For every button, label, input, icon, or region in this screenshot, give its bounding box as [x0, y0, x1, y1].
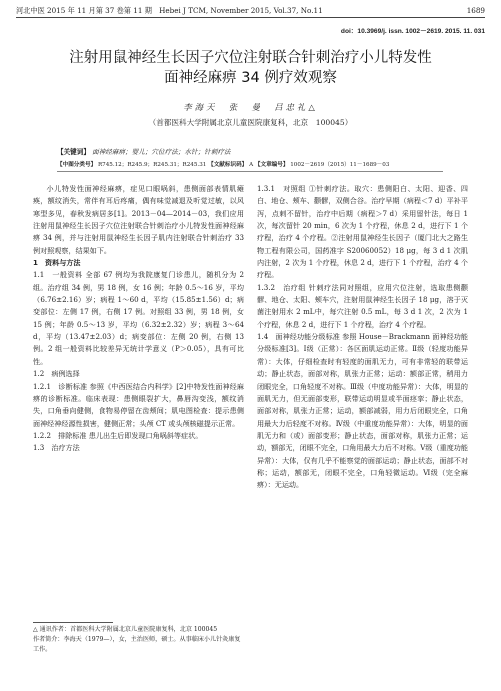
article-title-line-1: 注射用鼠神经生长因子穴位注射联合针刺治疗小儿特发性 — [69, 50, 432, 66]
section-1-3-2 — [257, 282, 468, 331]
keywords — [57, 146, 231, 156]
section-1-3-2-title: 1.3.2 治疗组 — [257, 282, 306, 292]
section-1-2-2 — [33, 430, 244, 442]
header-rule — [16, 17, 485, 18]
running-header-journal: 河北中医 2015 年 11 月第 37 卷第 11 期 Hebei J TCM, November 2015, Vol.37, No.11 — [16, 6, 323, 15]
classification-line — [57, 160, 389, 168]
abstract-rule — [57, 171, 443, 172]
intro-paragraph: 小儿特发性面神经麻痹，症见口眼㖞斜，患侧面部表情肌瘫痪，额纹消失，常伴有耳后疼痛，偶有味觉减退及听觉过敏，以风寒型多见，春秋发病居多[1]。2013－04—2014－03，我们应用注射用鼠神经生长因子穴位注射联合针刺治疗小儿特发性面神经麻痹 34 例，并与注射用鼠神经生长因子肌内注射联合针刺治疗 33 例对照观察，结果如下。 — [33, 184, 244, 255]
section-1-3-2-text: 针刺疗法同对照组，应用穴位注射，选取患侧颧髎、地仓、太阳、颊车穴，注射用鼠神经生长因子 18 μg，溶于灭菌注射用水 2 mL中，每穴注射 0.5 mL，每 3 d 1 次，2 次为 1 个疗程，休息 2 d，进行下 1 个疗程，治疗 4 个疗程。 — [257, 282, 469, 329]
section-1-2-heading: 1.2 病例选择 — [33, 369, 80, 379]
footnote-author-bio: 作者简介：李海天（1979—），女，主治医师，硕士。从事临床小儿针灸康复工作。 — [33, 636, 241, 653]
section-1-4 — [257, 331, 468, 491]
section-1-3-heading: 1.3 治疗方法 — [33, 443, 80, 453]
footnote-rule — [33, 622, 113, 623]
page-number: 1689 — [466, 6, 485, 15]
section-1-2-2-title: 1.2.2 排除标准 — [33, 430, 87, 440]
right-column — [257, 183, 468, 492]
section-1-3-1 — [257, 183, 468, 282]
section-1-3-1-text: ①针刺疗法。取穴：患侧阳白、太阳、迎香、四白、地仓、颊车、颧髎，双侧合谷。治疗早期（病程＜7 d）平补平泻，点刺不留针，治疗中后期（病程＞7 d）采用留针法，每日 1 次，每次留针 20 min，6 次为 1 个疗程，休息 2 d，进行下 1 个疗程，治疗 4 个疗程。②注射用鼠神经生长因子（厦门北大之路生物工程有限公司，国药准字 S20060052）18 μg，每 3 d 1 次肌内注射，2 次为 1 个疗程，休息 2 d，进行下 1 个疗程，治疗 4 个疗程。 — [257, 184, 469, 280]
article-number-value: 1002－2619（2015）11－1689－03 — [290, 162, 390, 168]
section-1-2-1-text: 参照《中西医结合内科学》[2]中特发性面神经麻痹的诊断标准。临床表现：患侧眼裂扩大，鼻唇沟变浅，额纹消失，口角垂向健侧，食物易停留在齿颊间；肌电图检查：提示患侧面神经神经源性损害，健侧正常；头颅 CT 或头颅核磁提示正常。 — [33, 381, 244, 428]
section-1-1-text: 全部 67 例均为我院康复门诊患儿，随机分为 2 组。治疗组 34 例，男 18 例，女 16 例；年龄 0.5～16 岁，平均（6.76±2.16）岁；病程 1～60 d，平均（15.85±1.56）d；病变部位：左侧 17 例，右侧 17 例。对照组 33 例，男 18 例，女 15 例；年龄 0.5～13 岁，平均（6.32±2.32）岁；病程 3～64 d，平均（13.47±2.03）d；病变部位：左侧 20 例，右侧 13 例。2 组一般资料比较差异无统计学意义（P＞0.05），具有可比性。 — [33, 270, 244, 366]
article-title — [0, 48, 501, 88]
running-header — [16, 6, 485, 16]
section-1-heading: 1 资料与方法 — [33, 258, 81, 268]
section-1-2-1-title: 1.2.1 诊断标准 — [33, 381, 88, 391]
clc-value: R745.12；R245.9；R245.31；R245.31 — [97, 162, 207, 168]
keywords-label: 【关键词】 — [57, 148, 90, 156]
article-number-label: 【文章编号】 — [254, 162, 289, 168]
authors: 李海天 张 曼 吕忠礼△ — [183, 102, 318, 112]
section-1-2-1 — [33, 381, 244, 430]
article-title-line-2: 面神经麻痹 34 例疗效观察 — [164, 70, 337, 86]
section-1-4-text: 参照 House－Brackmann 面神经功能分级标准[3]。Ⅰ级（正常）：各区面肌运动正常。Ⅱ级（轻度功能异常）：大体，仔细检查时有轻度的面肌无力，可有非常轻的联带运动；静止状态，面部对称，肌张力正常；运动：额部正常，稍用力闭眼完全，口角轻度不对称。Ⅲ级（中度功能异常）：大体，明显的面肌无力，但无面部变形，联带运动明显或半面痉挛；静止状态，面部对称，肌张力正常；运动，额部减弱，用力后闭眼完全，口角用最大力后轻度不对称。Ⅳ级（中重度功能异常）：大体，明显的面肌无力和（或）面部变形；静止状态，面部对称，肌张力正常；运动，额部无，闭眼不完全，口角用最大力后不对称。Ⅴ级（重度功能异常）：大体，仅有几乎不能察觉的面部运动；静止状态，面部不对称；运动，额部无，闭眼不完全，口角轻微运动。Ⅵ级（完全麻痹）：无运动。 — [257, 332, 468, 490]
footnote-corresponding-author: △ 通讯作者：首都医科大学附属北京儿童医院康复科，北京 100045 — [33, 626, 218, 633]
clc-label: 【中图分类号】 — [57, 162, 97, 168]
section-1-2-2-text: 患儿出生后即发现口角㖞斜等症状。 — [88, 430, 203, 440]
section-1-3-1-title: 1.3.1 对照组 — [257, 184, 306, 193]
doi: doi：10.3969/j. issn. 1002－2619. 2015. 11. 031 — [340, 28, 485, 35]
section-1-4-title: 1.4 面神经功能分级标准 — [257, 332, 340, 342]
section-1-1 — [33, 269, 244, 368]
document-code-value: A — [249, 162, 254, 168]
keywords-text: 面神经麻痹；婴儿；穴位疗法；水针；针刺疗法 — [92, 148, 231, 156]
affiliation: （首都医科大学附属北京儿童医院康复科，北京 100045） — [148, 118, 353, 127]
section-1-1-title: 1.1 一般资料 — [33, 270, 83, 280]
left-column — [33, 183, 244, 455]
footnote — [33, 625, 245, 655]
document-code-label: 【文献标识码】 — [208, 162, 248, 168]
